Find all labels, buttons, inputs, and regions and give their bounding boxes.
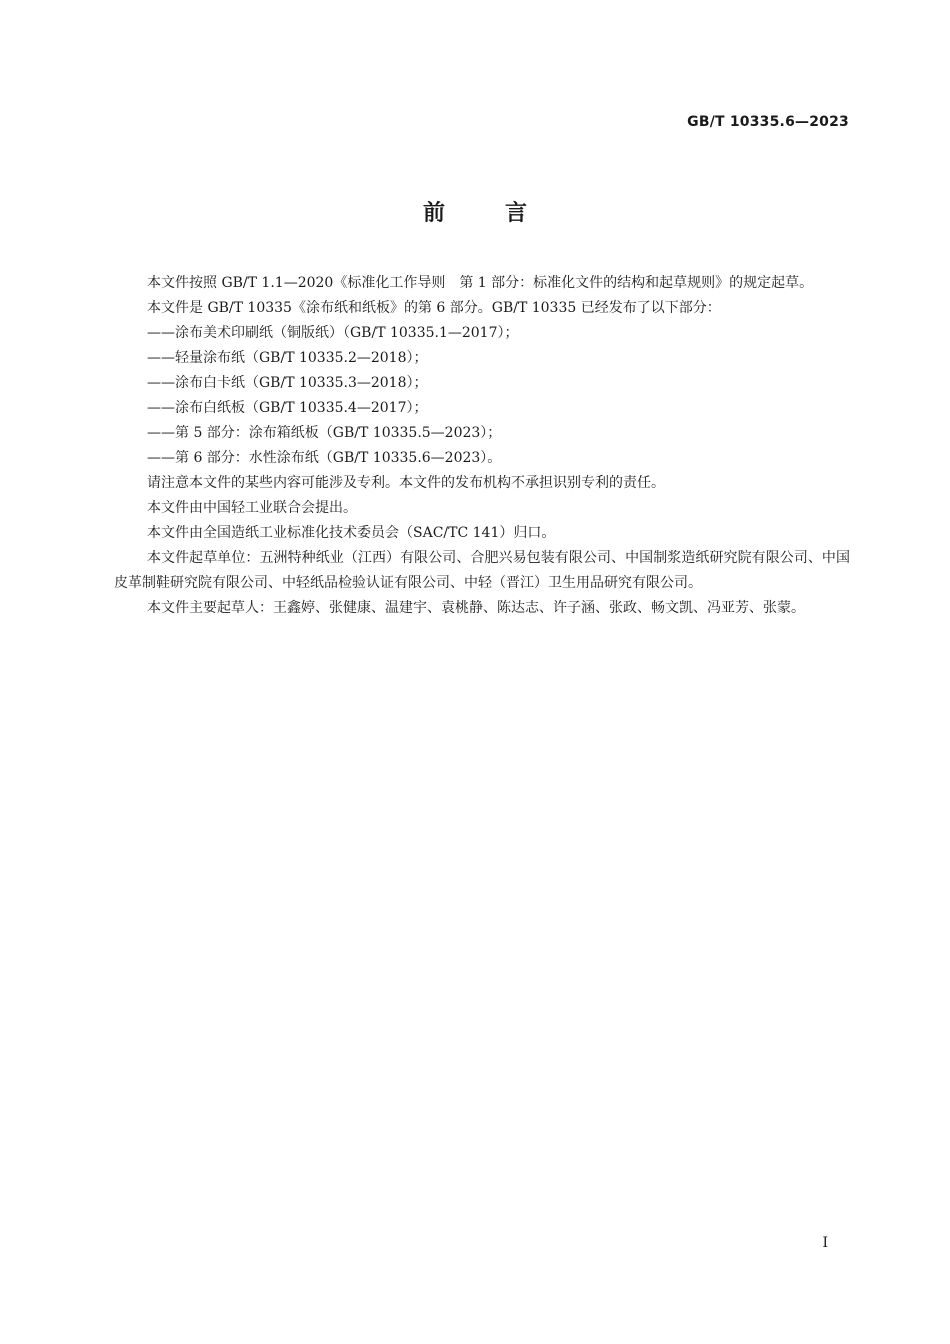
paragraph-series-intro: 本文件是 GB/T 10335《涂布纸和纸板》的第 6 部分。GB/T 10335 已经发布了以下部分：	[147, 300, 721, 316]
list-item-part-1: ——涂布美术印刷纸（铜版纸）（GB/T 10335.1—2017）；	[147, 325, 519, 341]
list-item-part-6: ——第 6 部分：水性涂布纸（GB/T 10335.6—2023）。	[147, 450, 502, 466]
paragraph-committee: 本文件由全国造纸工业标准化技术委员会（SAC/TC 141）归口。	[147, 525, 556, 541]
paragraph-drafting-units: 本文件起草单位：五洲特种纸业（江西）有限公司、合肥兴易包装有限公司、中国制浆造纸研究院有限公司、中国皮革制鞋研究院有限公司、中轻纸品检验认证有限公司、中轻（晋江）卫生用品研究有限公司。	[114, 550, 850, 591]
page-title: 前言	[422, 201, 587, 226]
page-number: I	[822, 1235, 828, 1251]
standard-code: GB/T 10335.6—2023	[687, 114, 849, 130]
list-item-part-3: ——涂布白卡纸（GB/T 10335.3—2018）；	[147, 375, 428, 391]
paragraph-drafting-rules: 本文件按照 GB/T 1.1—2020《标准化工作导则 第 1 部分：标准化文件的结构和起草规则》的规定起草。	[147, 275, 814, 291]
paragraph-proposer: 本文件由中国轻工业联合会提出。	[147, 500, 357, 516]
list-item-part-5: ——第 5 部分：涂布箱纸板（GB/T 10335.5—2023）；	[147, 425, 502, 441]
foreword-body	[114, 271, 850, 621]
list-item-part-4: ——涂布白纸板（GB/T 10335.4—2017）；	[147, 400, 428, 416]
paragraph-patent-notice: 请注意本文件的某些内容可能涉及专利。本文件的发布机构不承担识别专利的责任。	[147, 475, 665, 491]
list-item-part-2: ——轻量涂布纸（GB/T 10335.2—2018）；	[147, 350, 428, 366]
paragraph-drafters: 本文件主要起草人：王鑫婷、张健康、温建宇、袁桃静、陈达志、许子涵、张政、畅文凯、冯亚芳、张蒙。	[147, 600, 805, 616]
